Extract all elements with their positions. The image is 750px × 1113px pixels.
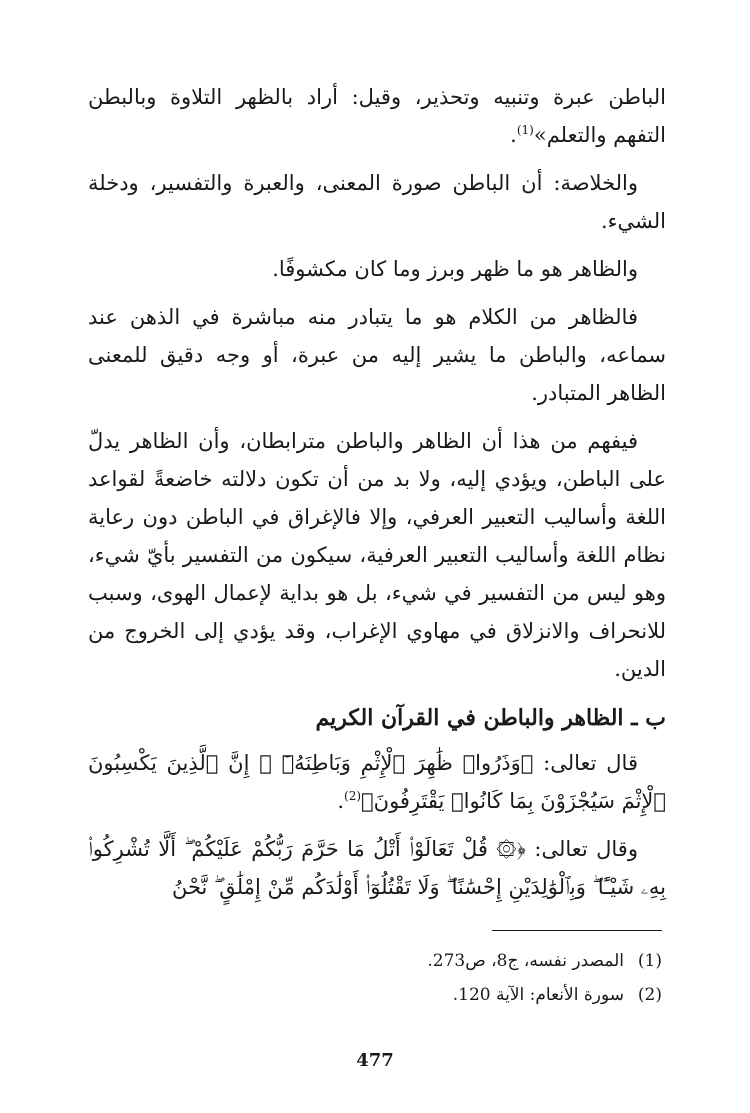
verse-1-text: ﴿وَذَرُوا۟ ظَٰهِرَ ٱلْإِثْمِ وَبَاطِنَهُۥٓ ۚ إِنَّ ٱلَّذِينَ يَكْسِبُونَ ٱلْإِثْمَ سَيُجْزَوْنَ بِمَا كَانُوا۟ يَقْتَرِفُونَ﴾ [88,751,666,813]
paragraph-4 [88,298,666,412]
footnote-divider [492,930,662,931]
verse-paragraph-1 [88,744,666,820]
footnote-ref-2[interactable]: (2) [344,789,362,803]
paragraph-2 [88,164,666,240]
footnote-1-text: المصدر نفسه، ج8، ص273. [427,951,624,971]
paragraph-3 [88,250,666,288]
verse-2-text: ﴿۞ قُلْ تَعَالَوْا۟ أَتْلُ مَا حَرَّمَ رَبُّكُمْ عَلَيْكُمْ ۖ أَلَّا تُشْرِكُوا۟ بِهِۦ شَيْـًٔا ۖ وَبِٱلْوَٰلِدَيْنِ إِحْسَٰنًا ۖ وَلَا تَقْتُلُوٓا۟ أَوْلَٰدَكُم مِّنْ إِمْلَٰقٍ ۖ نَّحْنُ [88,837,666,899]
page-number: 477 [356,1050,394,1071]
paragraph-1-text: الباطن عبرة وتنبيه وتحذير، وقيل: أراد بالظهر التلاوة وبالبطن التفهم والتعلم» [88,85,666,147]
paragraph-1-tail: . [510,123,517,147]
verse-1-tail: . [337,789,345,813]
verse-1-intro: قال تعالى: [543,751,638,775]
verse-paragraph-2 [88,830,666,906]
footnotes [262,944,662,1012]
page-body [88,78,666,916]
paragraph-3-text: والظاهر هو ما ظهر وبرز وما كان مكشوفًا. [272,257,638,281]
verse-2-intro: وقال تعالى: [534,837,638,861]
footnote-2-text: سورة الأنعام: الآية 120. [452,985,624,1005]
footnote-2 [262,978,662,1012]
paragraph-1 [88,78,666,154]
paragraph-4-text: فالظاهر من الكلام هو ما يتبادر منه مباشرة في الذهن عند سماعه، والباطن ما يشير إليه من عبرة، أو وجه دقيق للمعنى الظاهر المتبادر. [88,305,666,405]
section-heading: ب ـ الظاهر والباطن في القرآن الكريم [315,705,666,731]
footnote-2-number: (2) [637,985,662,1005]
paragraph-2-text: والخلاصة: أن الباطن صورة المعنى، والعبرة والتفسير، ودخلة الشيء. [88,171,666,233]
paragraph-5-text: فيفهم من هذا أن الظاهر والباطن مترابطان، وأن الظاهر يدلّ على الباطن، ويؤدي إليه، ولا بد من أن تكون دلالته خاضعةً لقواعد اللغة وأساليب التعبير العرفي، وإلا فالإغراق في الباطن دون رعاية نظام اللغة وأساليب التعبير العرفية، سيكون من التفسير بأيّ شيء، وهو ليس من التفسير في شيء، بل هو بداية لإعمال الهوى، وسبب للانحراف والانزلاق في مهاوي الإغراب، وقد يؤدي إلى الخروج من الدين. [88,429,666,681]
footnote-ref-1[interactable]: (1) [516,123,534,137]
footnote-1 [262,944,662,978]
paragraph-5 [88,422,666,688]
footnote-1-number: (1) [637,951,662,971]
